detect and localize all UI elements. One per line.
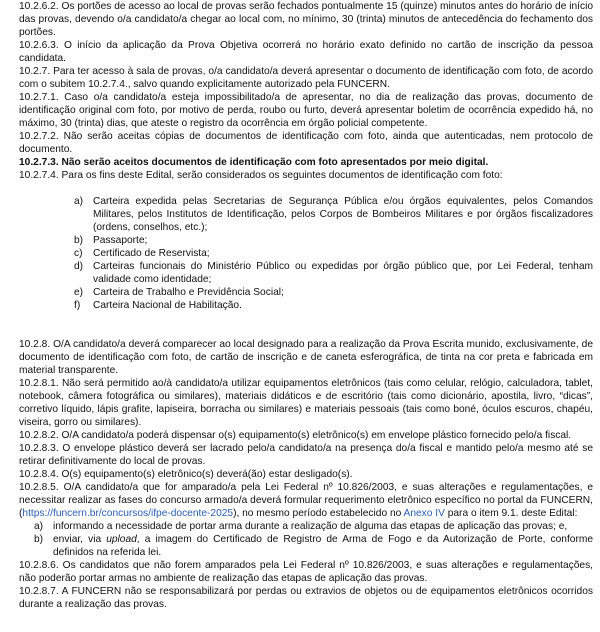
list-item-italic: upload — [106, 534, 137, 545]
funcern-portal-link[interactable]: https://funcern.br/concursos/ifpe-docente-2025 — [22, 508, 234, 519]
spacer — [19, 182, 593, 195]
list-item — [74, 260, 593, 286]
annex-iv-link[interactable]: Anexo IV — [403, 508, 445, 519]
paragraph-10-2-8-7: 10.2.8.7. A FUNCERN não se responsabilizará por perdas ou extravios de objetos ou de equipamentos eletrônicos ocorridos durante a realização das provas. — [19, 586, 593, 610]
list-item — [74, 234, 593, 247]
paragraph-10-2-7-2: 10.2.7.2. Não serão aceitas cópias de documentos de identificação com foto, ainda que autenticadas, nem protocolo de documento. — [19, 131, 593, 155]
arms-requirements-list — [19, 520, 593, 559]
paragraph-10-2-7: 10.2.7. Para ter acesso à sala de provas, o/a candidato/a deverá apresentar o documento de identificação com foto, de acordo com o subitem 10.2.7.4., salvo quando explicitamente autorizado pela FUNCERN. — [19, 66, 593, 90]
list-item-text: , a imagem do Certificado de Registro de Arma de Fogo e da Autorização de Porte, conforme definidos na referida lei. — [53, 534, 593, 558]
list-item — [74, 286, 593, 299]
list-marker: d) — [74, 261, 84, 272]
paragraph-text: ), no mesmo período estabelecido no — [233, 508, 404, 519]
list-item-text: Certificado de Reservista; — [93, 248, 210, 259]
list-item — [34, 520, 593, 533]
list-item-text: Carteira de Trabalho e Previdência Social; — [93, 287, 284, 298]
list-item-text: Carteiras funcionais do Ministério Público ou expedidas por órgão público que, por Lei Federal, tenham validade como identidade; — [93, 261, 593, 285]
paragraph-10-2-8-3: 10.2.8.3. O envelope plástico deverá ser lacrado pelo/a candidato/a na presença do/a fiscal e mantido pelo/a mesmo até se retirar definitivamente do local de provas. — [19, 443, 593, 467]
list-marker: c) — [74, 248, 83, 259]
list-marker: b) — [34, 534, 44, 545]
list-item — [34, 533, 593, 559]
list-item-text: informando a necessidade de portar arma durante a realização de alguma das etapas de aplicação das provas; e, — [53, 521, 568, 532]
paragraph-10-2-6-2: 10.2.6.2. Os portões de acesso ao local de provas serão fechados pontualmente 15 (quinze) minutos antes do horário de início das provas, devendo o/a candidato/a chegar ao local com, no mínimo, 30 (trinta) minutos de antecedência do fechamento dos portões. — [19, 1, 593, 38]
paragraph-10-2-8-6: 10.2.8.6. Os candidatos que não forem amparados pela Lei Federal nº 10.826/2003, e suas alterações e regulamentações, não poderão portar armas no ambiente de realização das etapas de aplicação das provas. — [19, 560, 593, 584]
spacer — [19, 312, 593, 325]
paragraph-10-2-8-4: 10.2.8.4. O(s) equipamento(s) eletrônico(s) deverá(ão) estar desligado(s). — [19, 469, 353, 480]
paragraph-10-2-8-1: 10.2.8.1. Não será permitido ao/à candidato/a utilizar equipamentos eletrônicos (tais como celular, relógio, calculadora, tablet, notebook, câmera fotográfica ou similares), materiais didáticos e de escritório (tais como dicionário, apostila, livro, “dicas”, corretivo líquido, lápis grafite, lapiseira, borracha ou similares) e materiais pessoais (tais como boné, óculos escuros, chapéu, viseira, gorro ou similares). — [19, 378, 593, 428]
list-marker: b) — [74, 235, 84, 246]
list-item-text: Carteira expedida pelas Secretarias de Segurança Pública e/ou órgãos equivalentes, pelos Comandos Militares, pelos Institutos de Identificação, pelos Corpos de Bombeiros Militares e por órgãos fiscalizadores (ordens, conselhos, etc.); — [93, 196, 593, 233]
paragraph-10-2-8-5 — [19, 481, 593, 520]
list-marker: f) — [74, 300, 81, 311]
list-item — [74, 195, 593, 234]
list-marker: e) — [74, 287, 84, 298]
list-marker: a) — [74, 196, 84, 207]
paragraph-10-2-6-3: 10.2.6.3. O início da aplicação da Prova Objetiva ocorrerá no horário exato definido no cartão de inscrição da pessoa candidata. — [19, 40, 593, 64]
id-documents-list — [19, 195, 593, 312]
paragraph-10-2-7-1: 10.2.7.1. Caso o/a candidato/a esteja impossibilitado/a de apresentar, no dia de realização das provas, documento de identificação original com foto, por motivo de perda, roubo ou furto, deverá apresentar boletim de ocorrência expedido há, no máximo, 30 (trinta) dias, que ateste o registro da ocorrência em órgão policial competente. — [19, 92, 593, 129]
spacer — [19, 325, 593, 338]
paragraph-10-2-8: 10.2.8. O/A candidato/a deverá comparecer ao local designado para a realização da Prova Escrita munido, exclusivamente, de documento de identificação com foto, de cartão de inscrição e de caneta esferográfica, de tinta na cor preta e fabricada em material transparente. — [19, 339, 593, 376]
paragraph-text: para o item 9.1. deste Edital: — [444, 508, 578, 519]
list-item — [74, 299, 593, 312]
list-item-text: enviar, via — [53, 534, 107, 545]
list-item-text: Passaporte; — [93, 235, 148, 246]
list-marker: a) — [34, 521, 44, 532]
list-item — [74, 247, 593, 260]
paragraph-10-2-7-4: 10.2.7.4. Para os fins deste Edital, serão considerados os seguintes documentos de identificação com foto: — [19, 170, 503, 181]
paragraph-text: 10.2.8.5. O/A candidato/a que for amparado/a pela Lei Federal nº 10.826/2003, e suas alterações e regulamentações, e necessitar realizar as fases do concurso armado/a deverá formular requerimento eletrônico específico no portal da FUNCERN, ( — [19, 482, 593, 519]
list-item-text: Carteira Nacional de Habilitação. — [93, 300, 242, 311]
paragraph-10-2-7-3: 10.2.7.3. Não serão aceitos documentos de identificação com foto apresentados por meio digital. — [19, 157, 489, 168]
paragraph-10-2-8-2: 10.2.8.2. O/A candidato/a poderá dispensar o(s) equipamento(s) eletrônico(s) em envelope plástico fornecido pelo/a fiscal. — [19, 430, 572, 441]
